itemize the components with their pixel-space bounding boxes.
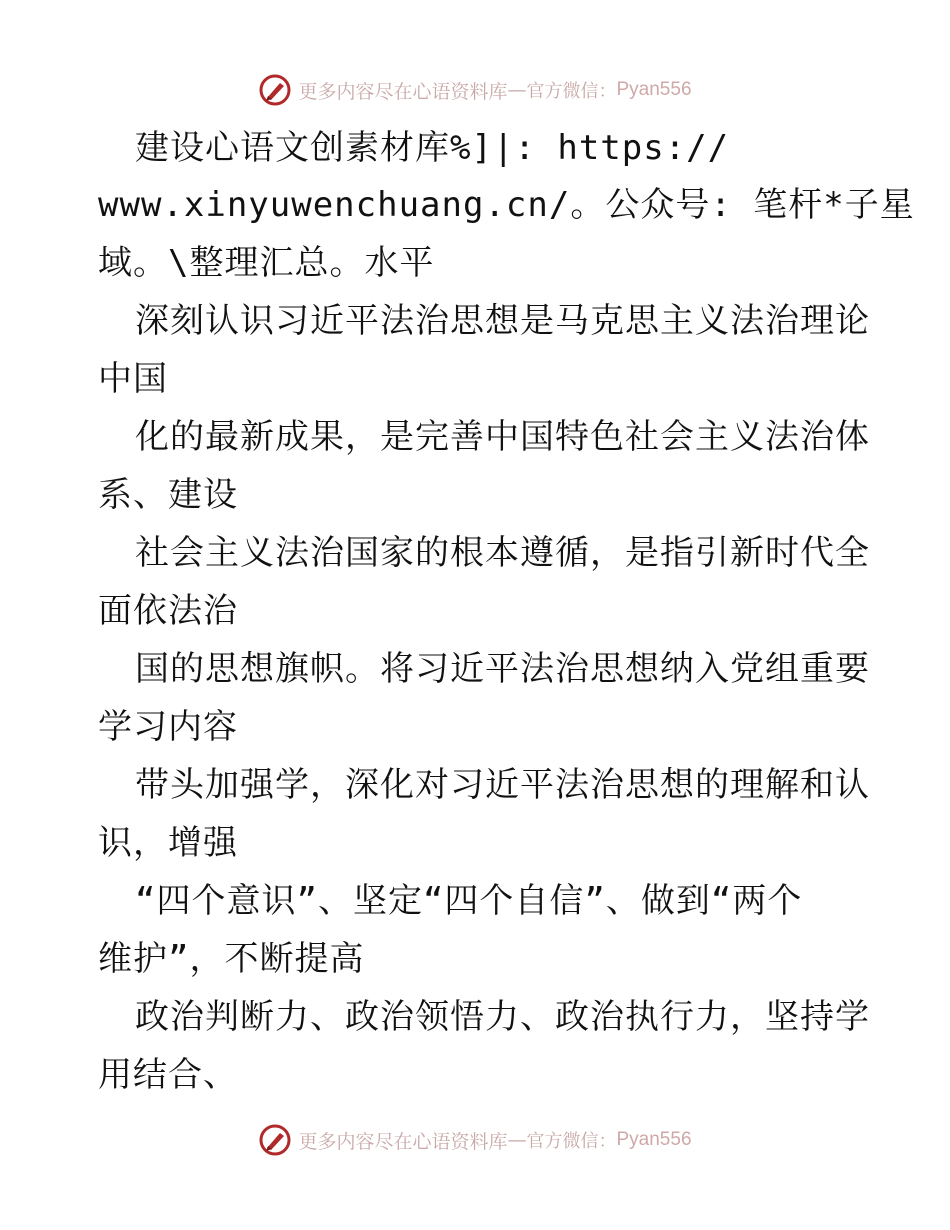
text-line: 社会主义法治国家的根本遵循，是指引新时代全: [135, 533, 870, 573]
footer-watermark-banner: [0, 1122, 950, 1158]
banner-wechat-id: Pyan556: [616, 1129, 692, 1150]
header-watermark-banner: [0, 72, 950, 108]
text-line: “四个意识”、坚定“四个自信”、做到“两个: [135, 881, 803, 921]
banner-wechat-label: 官方微信：: [526, 81, 617, 102]
text-line: 维护”，不断提高: [98, 939, 365, 979]
text-line: 深刻认识习近平法治思想是马克思主义法治理论: [135, 301, 870, 341]
text-line: 国的思想旗帜。将习近平法治思想纳入党组重要: [135, 649, 870, 689]
text-line: 建设心语文创素材库%]|: https://: [135, 128, 730, 168]
text-line: 域。\整理汇总。水平: [98, 243, 435, 283]
pen-logo-icon: [258, 1123, 292, 1157]
banner-wechat-label: 官方微信：: [526, 1131, 617, 1152]
text-line: www.xinyuwenchuang.cn/。公众号: 笔杆*子星: [98, 185, 915, 225]
text-line: 化的最新成果，是完善中国特色社会主义法治体: [135, 417, 870, 457]
banner-separator: —: [507, 79, 527, 101]
pen-logo-icon: [258, 73, 292, 107]
text-line: 学习内容: [98, 707, 238, 747]
text-line: 带头加强学，深化对习近平法治思想的理解和认: [135, 765, 870, 805]
text-line: 政治判断力、政治领悟力、政治执行力，坚持学: [135, 997, 870, 1037]
banner-main-text: 更多内容尽在心语资料库: [298, 80, 508, 103]
banner-main-text: 更多内容尽在心语资料库: [298, 1130, 508, 1153]
text-line: 系、建设: [98, 475, 238, 515]
banner-separator: —: [507, 1129, 527, 1151]
text-line: 面依法治: [98, 591, 238, 631]
text-line: 识，增强: [98, 823, 238, 863]
text-line: 用结合、: [98, 1055, 238, 1095]
banner-wechat-id: Pyan556: [616, 79, 692, 100]
text-line: 中国: [98, 359, 168, 399]
